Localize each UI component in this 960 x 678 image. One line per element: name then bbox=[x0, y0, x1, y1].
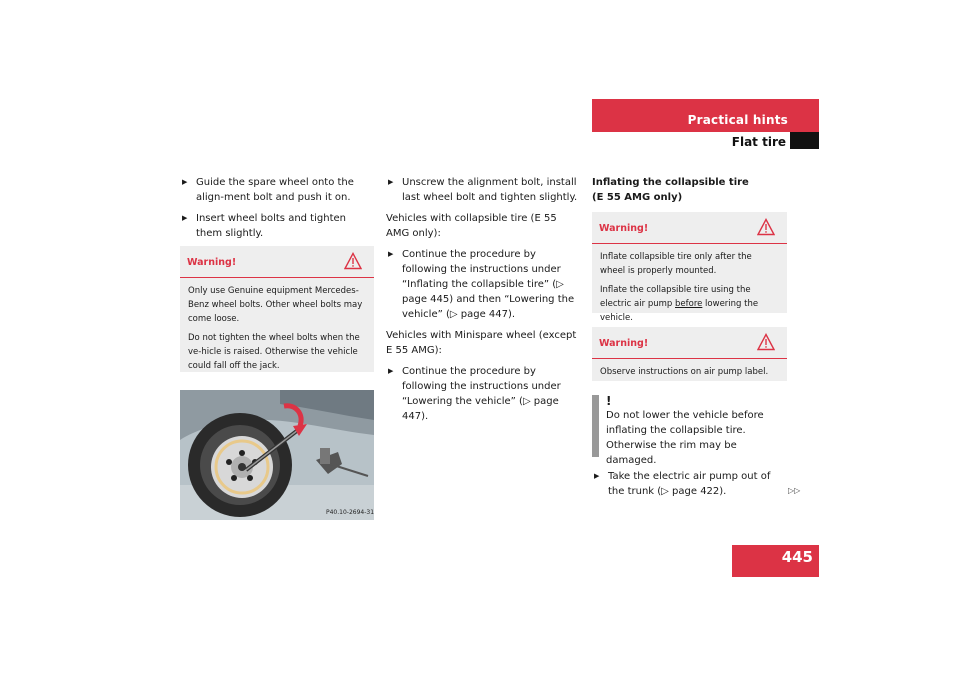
warning-title: Warning! bbox=[599, 338, 649, 349]
wheel-photo-graphic bbox=[180, 390, 374, 520]
section-heading bbox=[592, 175, 792, 205]
column-3-steps bbox=[592, 469, 788, 505]
step-item bbox=[592, 469, 788, 499]
triangle-right-icon: ▶ bbox=[594, 472, 600, 480]
warning-box bbox=[180, 246, 374, 372]
step-item bbox=[180, 211, 374, 241]
note-text: Do not lower the vehicle before inflating the collapsible tire. Otherwise the rim may be damaged. bbox=[606, 410, 764, 466]
warning-paragraph: Only use Genuine equipment Mercedes-Benz wheel bolts. Other wheel bolts may come loose. bbox=[188, 286, 363, 324]
warning-triangle-icon bbox=[757, 333, 775, 351]
warning-triangle-icon bbox=[344, 252, 362, 270]
warning-header bbox=[592, 327, 787, 359]
warning-paragraph: Observe instructions on air pump label. bbox=[600, 367, 769, 377]
header-section-title: Practical hints bbox=[687, 113, 788, 127]
warning-header bbox=[180, 246, 374, 278]
warning-box bbox=[592, 327, 787, 381]
warning-text: lowering the vehicle. bbox=[600, 299, 759, 323]
note-bar bbox=[592, 395, 599, 457]
triangle-right-icon: ▶ bbox=[182, 178, 188, 186]
step-text: Insert wheel bolts and tighten them slightly. bbox=[196, 213, 346, 239]
step-item bbox=[386, 364, 582, 424]
warning-paragraph bbox=[600, 283, 779, 325]
warning-body bbox=[180, 278, 374, 384]
page-number: 445 bbox=[781, 548, 813, 566]
warning-box bbox=[592, 212, 787, 323]
page-number-box bbox=[732, 545, 819, 577]
triangle-right-icon: ▶ bbox=[388, 367, 394, 375]
step-text: Guide the spare wheel onto the align-ment bolt and push it on. bbox=[196, 177, 354, 203]
warning-header bbox=[592, 212, 787, 244]
step-item bbox=[386, 247, 582, 322]
step-text: Take the electric air pump out of the trunk (▷ page 422). bbox=[608, 471, 771, 497]
triangle-right-icon: ▶ bbox=[388, 250, 394, 258]
header-subsection-marker bbox=[790, 132, 819, 149]
header-subsection-title: Flat tire bbox=[731, 135, 786, 149]
section-heading-line: Inflating the collapsible tire bbox=[592, 177, 749, 188]
step-text: Unscrew the alignment bolt, install last wheel bolt and tighten slightly. bbox=[402, 177, 578, 203]
exclamation-icon: ! bbox=[606, 394, 612, 408]
warning-emphasis: before bbox=[675, 299, 703, 309]
warning-title: Warning! bbox=[599, 223, 649, 234]
step-text: Continue the procedure by following the instructions under “Inflating the collapsible tire” (▷ page 445) and then “Lowering the vehicle” (▷ page 447). bbox=[402, 249, 575, 320]
warning-body bbox=[592, 359, 787, 390]
step-item bbox=[180, 175, 374, 205]
warning-paragraph: Inflate collapsible tire only after the wheel is properly mounted. bbox=[600, 252, 752, 276]
warning-text: Inflate the collapsible tire using the electric air pump bbox=[600, 285, 751, 309]
warning-paragraph: Do not tighten the wheel bolts when the ve-hicle is raised. Otherwise the vehicle could fall off the jack. bbox=[188, 333, 360, 371]
triangle-right-icon: ▶ bbox=[388, 178, 394, 186]
note-box bbox=[592, 395, 788, 468]
column-1 bbox=[180, 175, 374, 247]
header-subsection bbox=[592, 132, 819, 149]
spare-wheel-illustration bbox=[180, 390, 374, 520]
column-2 bbox=[386, 175, 582, 430]
warning-body bbox=[592, 244, 787, 336]
vehicle-group-label: Vehicles with Minispare wheel (except E 55 AMG): bbox=[386, 330, 577, 356]
warning-title: Warning! bbox=[187, 257, 237, 268]
step-item bbox=[386, 175, 582, 205]
section-heading-line: (E 55 AMG only) bbox=[592, 192, 683, 203]
warning-triangle-icon bbox=[757, 218, 775, 236]
continued-marker: ▷▷ bbox=[788, 486, 801, 495]
vehicle-group-label: Vehicles with collapsible tire (E 55 AMG only): bbox=[386, 213, 557, 239]
step-text: Continue the procedure by following the instructions under “Lowering the vehicle” (▷ page 447). bbox=[402, 366, 561, 422]
note-content bbox=[592, 395, 788, 468]
photo-caption: P40.10-2694-31 bbox=[326, 509, 374, 516]
triangle-right-icon: ▶ bbox=[182, 214, 188, 222]
